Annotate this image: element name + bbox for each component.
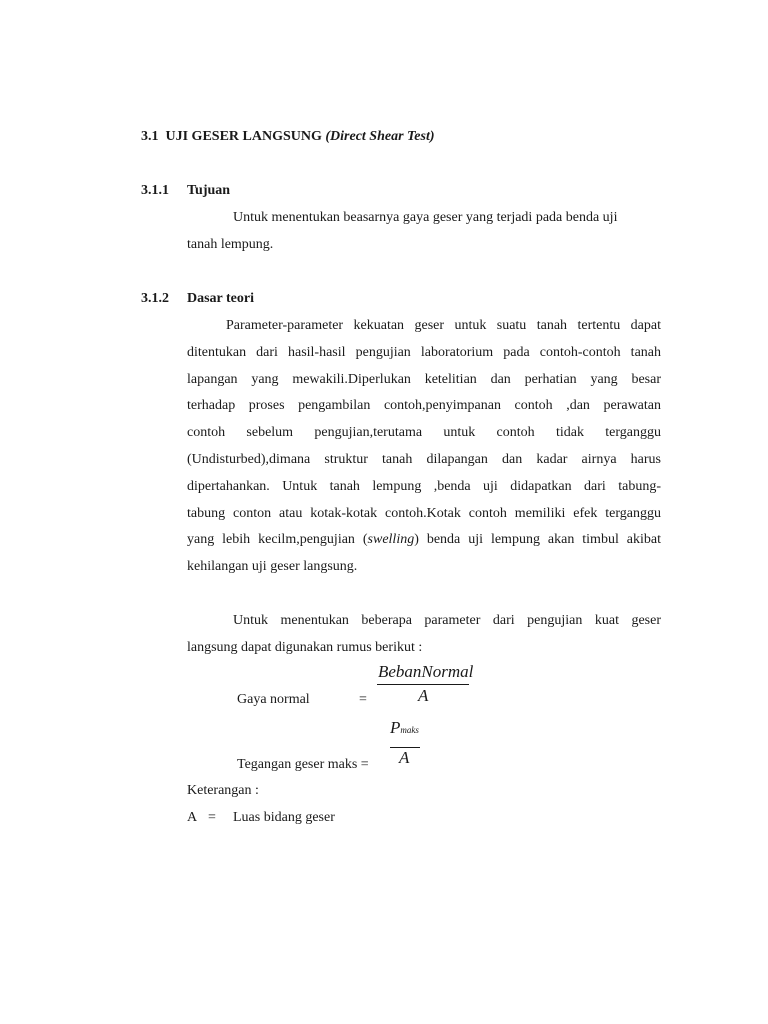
- dasar-teori-title: Dasar teori: [187, 291, 254, 306]
- paragraph-line: Untuk menentukan beberapa parameter dari pengujian kuat geser: [233, 613, 661, 628]
- numerator-main: P: [390, 718, 401, 737]
- keterangan-symbol: A: [187, 810, 198, 825]
- section-subtitle: (Direct Shear Test): [325, 129, 435, 144]
- section-heading: [141, 129, 435, 145]
- formula-denominator: A: [399, 748, 410, 767]
- formula-label: Tegangan geser maks =: [237, 757, 369, 772]
- section-title: UJI GESER LANGSUNG: [165, 129, 322, 144]
- formula-equals: =: [359, 692, 367, 707]
- keterangan-title: Keterangan :: [187, 783, 259, 798]
- formula-numerator: [390, 718, 419, 738]
- tujuan-line-2: tanah lempung.: [187, 237, 274, 252]
- tujuan-line-1: Untuk menentukan beasarnya gaya geser yang terjadi pada benda uji: [233, 210, 618, 225]
- paragraph-line: langsung dapat digunakan rumus berikut :: [187, 640, 423, 655]
- paragraph-line: contoh sebelum pengujian,terutama untuk contoh tidak terganggu: [187, 425, 661, 440]
- text-span: ) benda uji lempung akan timbul akibat: [414, 532, 661, 547]
- paragraph-line: terhadap proses pengambilan contoh,penyimpanan contoh ,dan perawatan: [187, 398, 661, 413]
- swelling-term: swelling: [367, 532, 415, 547]
- numerator-subscript: maks: [400, 725, 419, 735]
- paragraph-line: ditentukan dari hasil-hasil pengujian laboratorium pada contoh-contoh tanah: [187, 345, 661, 360]
- paragraph-line: (Undisturbed),dimana struktur tanah dilapangan dan kadar airnya harus: [187, 452, 661, 467]
- paragraph-line: dipertahankan. Untuk tanah lempung ,benda uji didapatkan dari tabung-: [187, 479, 661, 494]
- keterangan-equals: =: [208, 810, 216, 825]
- text-span: yang lebih kecilm,pengujian (: [187, 532, 368, 547]
- paragraph-line: [187, 532, 661, 548]
- dasar-teori-number: 3.1.2: [141, 291, 169, 306]
- formula-numerator: BebanNormal: [378, 662, 474, 681]
- paragraph-line: tabung conton atau kotak-kotak contoh.Kotak contoh memiliki efek terganggu: [187, 506, 661, 521]
- paragraph-line: lapangan yang mewakili.Diperlukan ketelitian dan perhatian yang besar: [187, 372, 661, 387]
- tujuan-title: Tujuan: [187, 183, 231, 198]
- tujuan-number: 3.1.1: [141, 183, 169, 198]
- paragraph-line: Parameter-parameter kekuatan geser untuk suatu tanah tertentu dapat: [226, 318, 661, 333]
- formula-denominator: A: [418, 686, 429, 705]
- section-number: 3.1: [141, 129, 159, 144]
- formula-label: Gaya normal: [237, 692, 310, 707]
- paragraph-line: kehilangan uji geser langsung.: [187, 559, 358, 574]
- keterangan-desc: Luas bidang geser: [233, 810, 335, 825]
- fraction-bar: [377, 684, 469, 685]
